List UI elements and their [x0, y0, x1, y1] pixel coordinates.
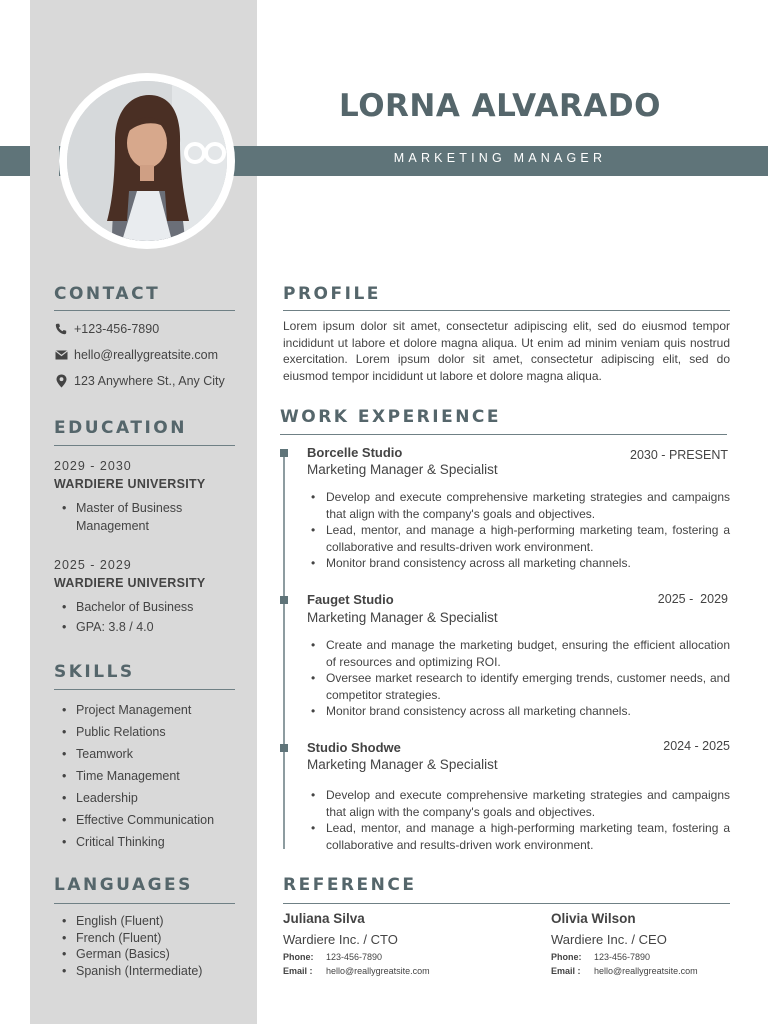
contact-email[interactable]: hello@reallygreatsite.com [74, 348, 219, 362]
list-item: • Master of Business Management [54, 499, 224, 535]
list-item: • GPA: 3.8 / 4.0 [54, 617, 234, 637]
job-title-1: Marketing Manager & Specialist [307, 462, 498, 477]
portrait-illustration [67, 81, 227, 241]
list-item: • Lead, mentor, and manage a high-performing marketing team, fostering a collaborative and results-driven work environment. [307, 820, 730, 853]
language-item: • English (Fluent) [54, 913, 244, 930]
job-title-2: Marketing Manager & Specialist [307, 610, 498, 625]
contact-address-row [54, 372, 254, 390]
job-company-3: Studio Shodwe [307, 740, 401, 755]
reference-heading: REFERENCE [283, 875, 417, 895]
list-item: • Oversee market research to identify emerging trends, customer needs, and competitor strategies. [307, 670, 730, 703]
timeline-marker [280, 449, 288, 457]
skill-item: • Effective Communication [54, 809, 244, 831]
job-dates-3: 2024 - 2025 [663, 739, 730, 753]
reference-name: Olivia Wilson [551, 911, 636, 926]
job-title-3: Marketing Manager & Specialist [307, 757, 498, 772]
languages-list [54, 913, 244, 979]
job-dates-2: 2025 - 2029 [657, 592, 728, 606]
phone-label: Phone: [283, 952, 314, 962]
language-item: • French (Fluent) [54, 930, 244, 947]
list-item: • Monitor brand consistency across all marketing channels. [307, 555, 730, 572]
profile-text: Lorem ipsum dolor sit amet, consectetur adipiscing elit, sed do eiusmod tempor incididunt ut labore et dolore magna aliqua. Ut enim ad minim veniam quis nostrud exercitation. Lorem ipsum dolor sit amet, consectetur adipiscing elit, sed do eiusmod tempor incididunt ut labore et dolore magna aliqua. [283, 319, 730, 383]
reference-card-1 [283, 911, 513, 976]
education-school-2: WARDIERE UNIVERSITY [54, 576, 206, 590]
profile-photo [67, 81, 227, 241]
list-item: • Create and manage the marketing budget, ensuring the efficient allocation of resources and optimizing ROI. [307, 637, 730, 670]
full-name: LORNA ALVARADO [339, 88, 661, 124]
skill-item: • Public Relations [54, 721, 244, 743]
reference-phone-row [283, 952, 513, 962]
reference-company: Wardiere Inc. / CEO [551, 932, 667, 947]
education-school-1: WARDIERE UNIVERSITY [54, 477, 206, 491]
job-bullets-2 [307, 637, 730, 720]
timeline-marker [280, 744, 288, 752]
reference-name: Juliana Silva [283, 911, 365, 926]
job-dates-1: 2030 - PRESENT [630, 448, 728, 462]
reference-email-row [551, 966, 731, 976]
job-company-2: Fauget Studio [307, 592, 394, 607]
job-bullets-3 [307, 787, 730, 853]
list-item: • Develop and execute comprehensive marketing strategies and campaigns that align with the company's goals and objectives. [307, 787, 730, 820]
contact-rule [54, 310, 235, 311]
education-details-2 [54, 597, 234, 637]
job-role: MARKETING MANAGER [393, 151, 607, 165]
languages-rule [54, 903, 235, 904]
reference-phone-row [551, 952, 731, 962]
education-years-2: 2025 - 2029 [54, 558, 132, 572]
experience-heading: WORK EXPERIENCE [280, 407, 502, 427]
languages-heading: LANGUAGES [54, 875, 193, 895]
skill-item: • Project Management [54, 699, 244, 721]
skill-item: • Leadership [54, 787, 244, 809]
language-item: • German (Basics) [54, 946, 244, 963]
job-company-1: Borcelle Studio [307, 445, 403, 460]
reference-email-row [283, 966, 513, 976]
reference-email[interactable]: hello@reallygreatsite.com [326, 966, 430, 976]
contact-address: 123 Anywhere St., Any City [74, 374, 225, 388]
reference-phone: 123-456-7890 [326, 952, 383, 962]
list-item: • Develop and execute comprehensive marketing strategies and campaigns that align with the company's goals and objectives. [307, 489, 730, 522]
education-years-1: 2029 - 2030 [54, 459, 132, 473]
list-item: • Lead, mentor, and manage a high-performing marketing team, fostering a collaborative and results-driven work environment. [307, 522, 730, 555]
education-details-1 [54, 499, 224, 535]
reference-company: Wardiere Inc. / CTO [283, 932, 398, 947]
education-rule [54, 445, 235, 446]
job-bullets-1 [307, 489, 730, 572]
contact-phone-row [54, 320, 254, 338]
location-pin-icon [54, 374, 68, 388]
list-item: • Bachelor of Business [54, 597, 234, 617]
experience-timeline [283, 455, 285, 849]
reference-card-2 [551, 911, 731, 976]
contact-heading: CONTACT [54, 284, 161, 304]
skill-item: • Critical Thinking [54, 831, 244, 853]
reference-phone: 123-456-7890 [594, 952, 651, 962]
reference-rule [283, 903, 730, 904]
contact-list [54, 320, 254, 390]
contact-phone: +123-456-7890 [74, 322, 160, 336]
list-item: • Monitor brand consistency across all marketing channels. [307, 703, 730, 720]
skills-list [54, 699, 244, 853]
skill-item: • Teamwork [54, 743, 244, 765]
skills-heading: SKILLS [54, 662, 135, 682]
profile-heading: PROFILE [283, 284, 381, 304]
reference-email[interactable]: hello@reallygreatsite.com [594, 966, 698, 976]
contact-email-row [54, 346, 254, 364]
timeline-marker [280, 596, 288, 604]
language-item: • Spanish (Intermediate) [54, 963, 244, 980]
email-label: Email : [551, 966, 581, 976]
phone-icon [54, 322, 68, 336]
experience-rule [280, 434, 727, 435]
education-heading: EDUCATION [54, 418, 187, 438]
mail-icon [54, 348, 68, 362]
title-band-sidebar-gap [30, 146, 59, 176]
skill-item: • Time Management [54, 765, 244, 787]
email-label: Email : [283, 966, 313, 976]
phone-label: Phone: [551, 952, 582, 962]
skills-rule [54, 689, 235, 690]
profile-rule [283, 310, 730, 311]
